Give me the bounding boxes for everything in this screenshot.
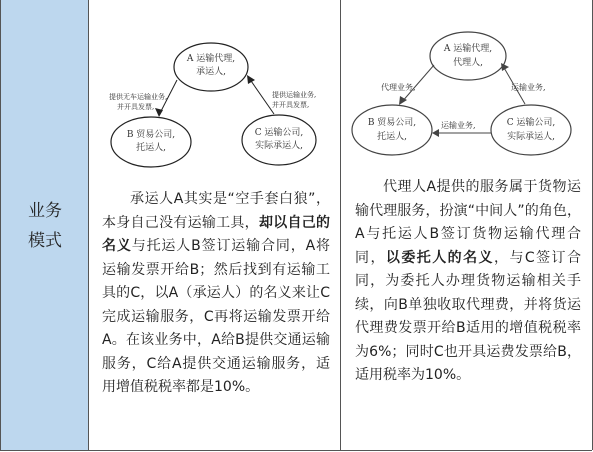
right-node-b bbox=[356, 116, 428, 144]
left-node-a bbox=[179, 53, 243, 79]
left-description-emphasis: 却以自己的名义 bbox=[102, 214, 331, 254]
left-label-c-to-a bbox=[272, 90, 316, 110]
right-node-c bbox=[494, 116, 568, 144]
right-diagram bbox=[341, 0, 593, 170]
left-diagram bbox=[89, 0, 341, 180]
right-label-transport-bottom: 运输业务, bbox=[441, 121, 476, 130]
left-node-b bbox=[115, 129, 187, 155]
left-node-c bbox=[244, 127, 314, 153]
left-description-part-2: 与托运人B签订运输合同，A将运输发票开给B；然后找到有运输工具的C，以A（承运人）的名义来让C完成运输服务，C再将运输发票开给A。在该业务中，A给B提供交通运输服务，C给A提供交通运输服务，适用增值税税率都是10%。 bbox=[102, 238, 331, 395]
left-node-c-line-1: C 运输公司, bbox=[254, 128, 304, 138]
row-label-cell bbox=[1, 0, 89, 450]
left-node-b-line-2: 托运人, bbox=[136, 143, 166, 153]
right-node-a bbox=[435, 42, 501, 70]
right-node-c-line-2: 实际承运人, bbox=[507, 132, 555, 142]
left-node-a-line-2: 承运人, bbox=[196, 67, 226, 77]
left-arrow-c-to-a-head bbox=[247, 75, 255, 84]
left-label-c-to-a-line-1: 提供运输业务, bbox=[272, 91, 317, 99]
right-node-b-line-2: 托运人, bbox=[377, 132, 407, 142]
left-model-cell bbox=[89, 0, 341, 450]
left-description bbox=[102, 188, 330, 400]
right-model-cell bbox=[341, 0, 593, 450]
left-label-c-to-a-line-2: 并开具发票, bbox=[272, 101, 310, 109]
left-node-b-line-1: B 贸易公司, bbox=[126, 130, 176, 140]
left-node-c-line-2: 实际承运人, bbox=[255, 141, 303, 151]
left-label-a-to-b bbox=[109, 92, 167, 112]
right-label-transport-top: 运输业务, bbox=[511, 83, 546, 92]
right-description-emphasis: 以委托人的名义 bbox=[385, 249, 494, 266]
right-description-part-1: 代理人A提供的服务属于货物运输代理服务，扮演“中间人”的角色，A与托运人B签订货物运输代理合同， bbox=[355, 179, 581, 266]
right-diagram-svg bbox=[341, 0, 593, 170]
right-node-a-line-2: 代理人, bbox=[453, 58, 483, 68]
right-arrow-c-to-b-head bbox=[432, 129, 439, 137]
right-description bbox=[355, 176, 581, 388]
left-label-a-to-b-line-1: 提供无车运输业务, bbox=[109, 93, 168, 101]
right-node-c-line-1: C 运输公司, bbox=[506, 118, 556, 128]
left-description-part-1: 承运人A其实是“空手套白狼”，本身自己没有运输工具， bbox=[102, 191, 330, 231]
row-label-line-2: 模式 bbox=[28, 231, 62, 251]
right-node-b-line-1: B 贸易公司, bbox=[367, 118, 417, 128]
left-label-a-to-b-line-2: 并开具发票, bbox=[117, 103, 155, 111]
right-description-part-2: ，与C签订合同，为委托人办理货物运输相关手续，向B单独收取代理费，并将货运代理费发票开给B适用的增值税税率为6%；同时C也开具运费发票给B，适用税率为10%。 bbox=[355, 249, 581, 383]
row-label bbox=[1, 196, 89, 256]
left-node-a-line-1: A 运输代理, bbox=[186, 54, 236, 64]
left-arrow-c-to-a bbox=[249, 78, 274, 114]
row-label-line-1: 业务 bbox=[28, 201, 62, 221]
right-label-agency: 代理业务, bbox=[381, 83, 416, 92]
right-node-a-line-1: A 运输代理, bbox=[443, 44, 493, 54]
